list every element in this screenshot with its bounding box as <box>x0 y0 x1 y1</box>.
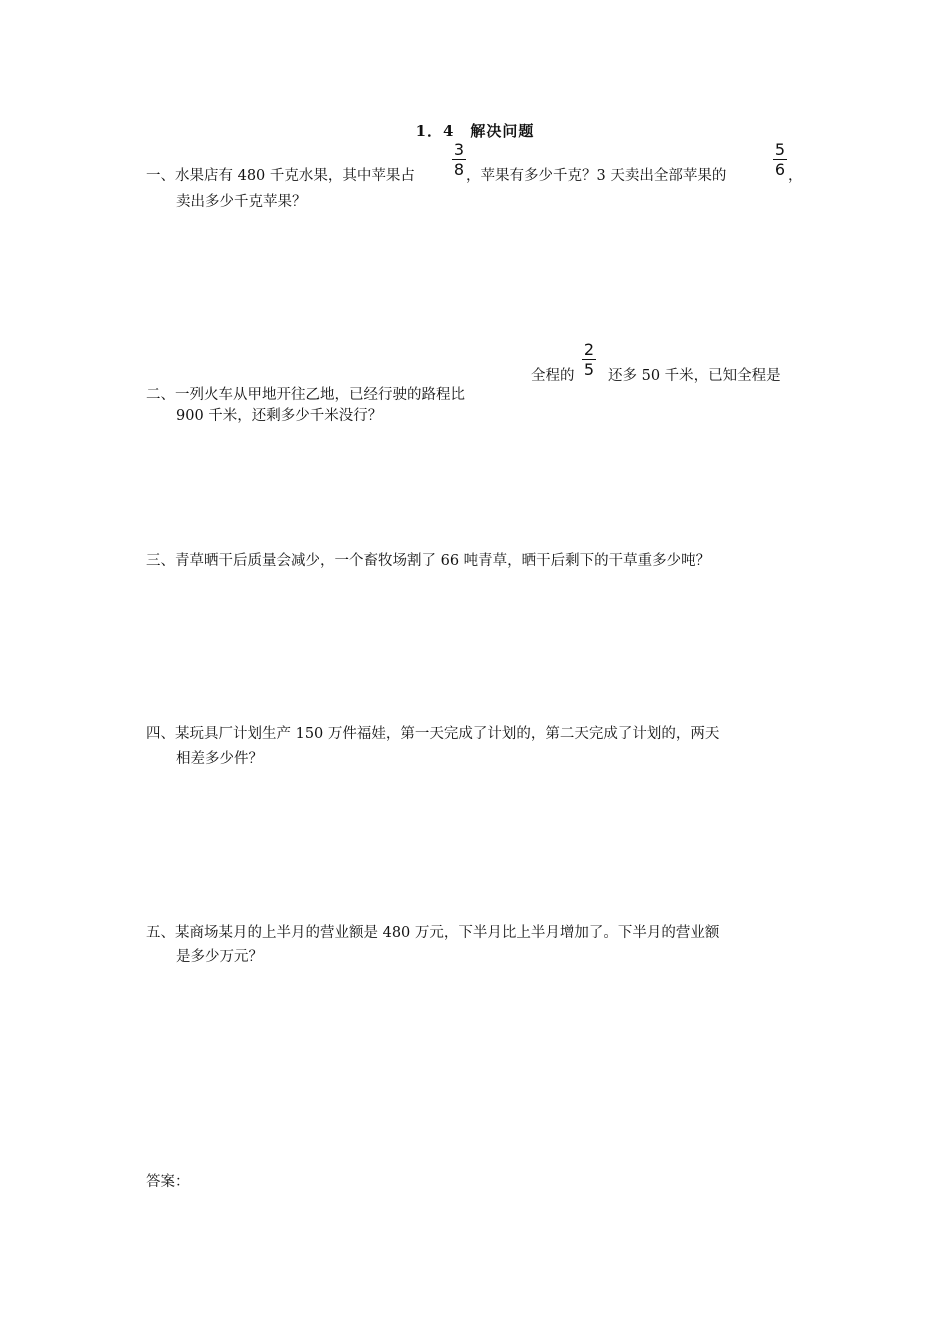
q4-text-line2: 相差多少件？ <box>176 751 263 767</box>
q4-text-line1: 四、某玩具厂计划生产 150 万件福娃，第一天完成了计划的，第二天完成了计划的，两天 <box>146 726 720 742</box>
q2-text-line1: 二、一列火车从甲地开往乙地，已经行驶的路程比 <box>146 387 465 403</box>
q1-fraction-1 <box>452 142 466 178</box>
q2-fraction-numerator: 2 <box>583 340 595 359</box>
q2-fraction <box>582 342 596 378</box>
q1-text-part3: ， <box>788 168 803 184</box>
q1-fraction-2-numerator: 5 <box>774 140 786 159</box>
answer-label: 答案： <box>146 1174 190 1190</box>
q2-text-part-b: 还多 50 千米，已知全程是 <box>608 368 781 384</box>
q2-text-part-a: 全程的 <box>531 368 575 384</box>
page-title: 1．4 解决问题 <box>415 122 535 140</box>
q1-fraction-2-denominator: 6 <box>774 160 786 179</box>
q1-text-line2: 卖出多少千克苹果？ <box>176 194 307 210</box>
q1-fraction-2 <box>773 142 787 178</box>
q1-text-part2: ，苹果有多少千克？3 天卖出全部苹果的 <box>466 168 727 184</box>
q3-text-line1: 三、青草晒干后质量会减少，一个畜牧场割了 66 吨青草，晒干后剩下的干草重多少吨？ <box>146 553 711 569</box>
q1-fraction-1-denominator: 8 <box>453 160 465 179</box>
q2-fraction-denominator: 5 <box>583 360 595 379</box>
q5-text-line2: 是多少万元？ <box>176 949 263 965</box>
q1-text-part1: 一、水果店有 480 千克水果，其中苹果占 <box>146 168 415 184</box>
q1-fraction-1-numerator: 3 <box>453 140 465 159</box>
q2-text-line2: 900 千米，还剩多少千米没行？ <box>176 408 383 424</box>
q5-text-line1: 五、某商场某月的上半月的营业额是 480 万元，下半月比上半月增加了。下半月的营业额 <box>146 925 720 941</box>
